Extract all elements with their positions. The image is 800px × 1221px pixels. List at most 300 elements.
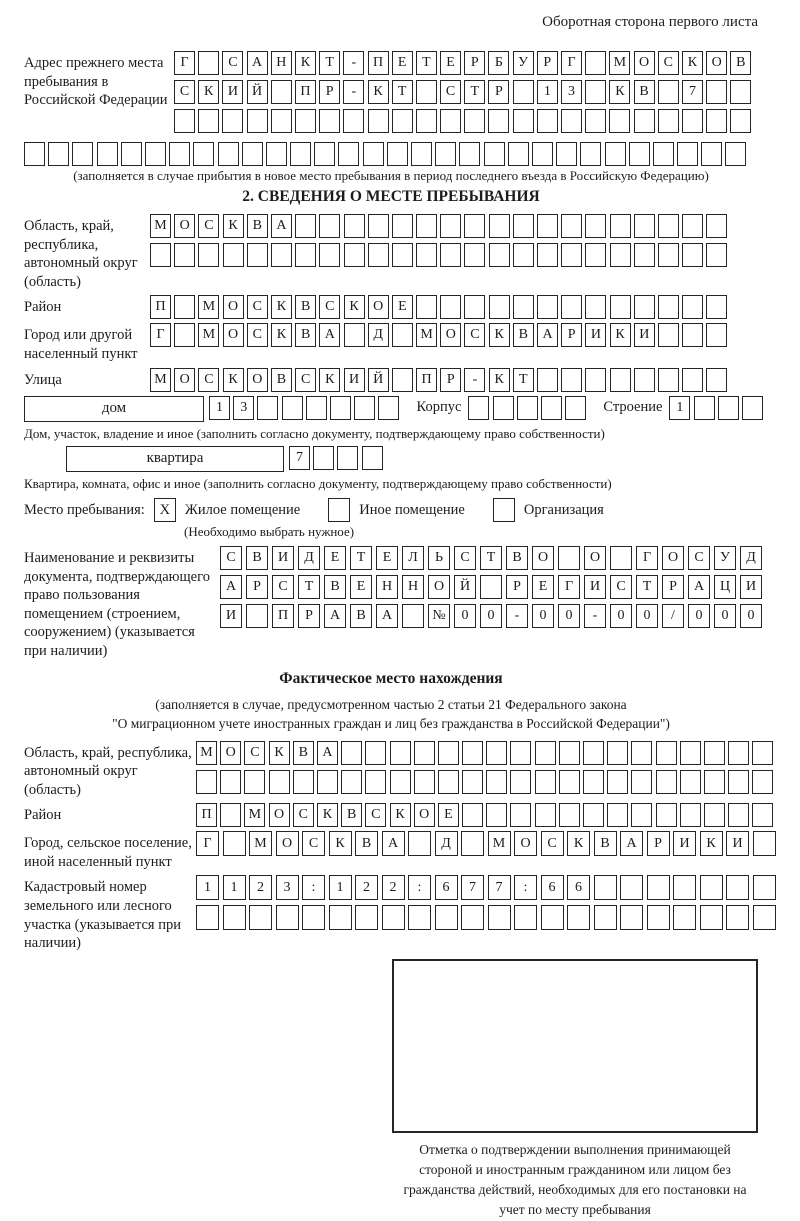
char-cell[interactable]: И <box>220 604 242 628</box>
char-cell[interactable] <box>365 770 386 794</box>
char-cell[interactable] <box>484 142 505 166</box>
char-cell[interactable]: Р <box>506 575 528 599</box>
char-cell[interactable]: С <box>302 831 325 856</box>
char-cell[interactable]: 0 <box>480 604 502 628</box>
char-cell[interactable]: Т <box>480 546 502 570</box>
char-cell[interactable]: 6 <box>541 875 564 900</box>
char-cell[interactable] <box>242 142 263 166</box>
char-cell[interactable] <box>343 109 364 133</box>
char-cell[interactable] <box>440 214 461 238</box>
char-cell[interactable]: П <box>416 368 437 392</box>
char-cell[interactable]: П <box>150 295 171 319</box>
char-cell[interactable] <box>510 741 531 765</box>
char-cell[interactable]: С <box>293 803 314 827</box>
char-cell[interactable] <box>341 770 362 794</box>
char-cell[interactable] <box>658 80 679 104</box>
char-cell[interactable]: Н <box>376 575 398 599</box>
char-cell[interactable] <box>341 741 362 765</box>
char-cell[interactable] <box>680 803 701 827</box>
char-cell[interactable]: М <box>244 803 265 827</box>
char-cell[interactable] <box>271 243 292 267</box>
char-cell[interactable] <box>620 905 643 930</box>
char-cell[interactable] <box>462 741 483 765</box>
char-cell[interactable] <box>344 214 365 238</box>
char-cell[interactable]: С <box>295 368 316 392</box>
char-cell[interactable]: 0 <box>714 604 736 628</box>
char-cell[interactable] <box>629 142 650 166</box>
char-cell[interactable]: М <box>416 323 437 347</box>
char-cell[interactable] <box>634 109 655 133</box>
char-cell[interactable] <box>725 142 746 166</box>
char-cell[interactable] <box>580 142 601 166</box>
char-cell[interactable] <box>435 142 456 166</box>
char-cell[interactable] <box>517 396 538 420</box>
char-cell[interactable]: В <box>341 803 362 827</box>
char-cell[interactable] <box>488 905 511 930</box>
char-cell[interactable]: И <box>673 831 696 856</box>
char-cell[interactable] <box>416 295 437 319</box>
char-cell[interactable]: Й <box>454 575 476 599</box>
char-cell[interactable]: К <box>329 831 352 856</box>
char-cell[interactable] <box>414 770 435 794</box>
char-cell[interactable]: М <box>150 368 171 392</box>
char-cell[interactable]: К <box>567 831 590 856</box>
char-cell[interactable]: И <box>344 368 365 392</box>
char-cell[interactable] <box>585 109 606 133</box>
char-cell[interactable]: П <box>368 51 389 75</box>
char-cell[interactable]: М <box>488 831 511 856</box>
char-cell[interactable] <box>319 109 340 133</box>
char-cell[interactable] <box>438 770 459 794</box>
char-cell[interactable]: 1 <box>196 875 219 900</box>
char-cell[interactable]: В <box>634 80 655 104</box>
char-cell[interactable]: Р <box>440 368 461 392</box>
char-cell[interactable] <box>222 109 243 133</box>
char-cell[interactable] <box>605 142 626 166</box>
checkbox-residential[interactable]: X <box>154 498 176 522</box>
char-cell[interactable] <box>319 214 340 238</box>
char-cell[interactable]: О <box>223 295 244 319</box>
char-cell[interactable]: Д <box>435 831 458 856</box>
char-cell[interactable] <box>302 905 325 930</box>
char-cell[interactable] <box>634 368 655 392</box>
char-cell[interactable]: А <box>324 604 346 628</box>
char-cell[interactable]: М <box>150 214 171 238</box>
char-cell[interactable]: П <box>295 80 316 104</box>
char-cell[interactable] <box>610 214 631 238</box>
char-cell[interactable] <box>673 875 696 900</box>
char-cell[interactable] <box>489 295 510 319</box>
char-cell[interactable] <box>585 51 606 75</box>
char-cell[interactable]: Р <box>298 604 320 628</box>
char-cell[interactable] <box>634 214 655 238</box>
char-cell[interactable]: В <box>271 368 292 392</box>
char-cell[interactable]: Т <box>392 80 413 104</box>
char-cell[interactable] <box>247 109 268 133</box>
char-cell[interactable] <box>257 396 278 420</box>
char-cell[interactable] <box>174 323 195 347</box>
char-cell[interactable] <box>193 142 214 166</box>
char-cell[interactable] <box>609 109 630 133</box>
char-cell[interactable] <box>223 243 244 267</box>
char-cell[interactable] <box>610 295 631 319</box>
char-cell[interactable]: 0 <box>610 604 632 628</box>
char-cell[interactable] <box>631 770 652 794</box>
char-cell[interactable] <box>658 323 679 347</box>
char-cell[interactable]: Е <box>392 295 413 319</box>
char-cell[interactable] <box>583 741 604 765</box>
char-cell[interactable] <box>266 142 287 166</box>
char-cell[interactable]: Д <box>368 323 389 347</box>
char-cell[interactable] <box>390 741 411 765</box>
char-cell[interactable] <box>718 396 739 420</box>
char-cell[interactable] <box>174 243 195 267</box>
char-cell[interactable]: - <box>343 80 364 104</box>
char-cell[interactable] <box>329 905 352 930</box>
char-cell[interactable]: В <box>513 323 534 347</box>
char-cell[interactable] <box>440 295 461 319</box>
char-cell[interactable]: Д <box>740 546 762 570</box>
char-cell[interactable] <box>150 243 171 267</box>
char-cell[interactable]: И <box>740 575 762 599</box>
char-cell[interactable] <box>631 741 652 765</box>
char-cell[interactable]: Р <box>647 831 670 856</box>
char-cell[interactable]: О <box>532 546 554 570</box>
char-cell[interactable] <box>493 396 514 420</box>
char-cell[interactable] <box>382 905 405 930</box>
char-cell[interactable] <box>378 396 399 420</box>
char-cell[interactable]: Р <box>662 575 684 599</box>
char-cell[interactable]: Н <box>402 575 424 599</box>
char-cell[interactable]: О <box>276 831 299 856</box>
char-cell[interactable]: К <box>368 80 389 104</box>
char-cell[interactable] <box>559 770 580 794</box>
char-cell[interactable]: А <box>537 323 558 347</box>
char-cell[interactable] <box>416 80 437 104</box>
char-cell[interactable] <box>706 243 727 267</box>
char-cell[interactable]: В <box>350 604 372 628</box>
char-cell[interactable]: № <box>428 604 450 628</box>
char-cell[interactable]: Л <box>402 546 424 570</box>
char-cell[interactable]: В <box>247 214 268 238</box>
char-cell[interactable] <box>459 142 480 166</box>
char-cell[interactable]: К <box>295 51 316 75</box>
char-cell[interactable] <box>247 243 268 267</box>
char-cell[interactable] <box>607 741 628 765</box>
checkbox-other-premises[interactable] <box>328 498 350 522</box>
char-cell[interactable]: К <box>489 323 510 347</box>
char-cell[interactable] <box>682 368 703 392</box>
char-cell[interactable]: А <box>376 604 398 628</box>
char-cell[interactable] <box>647 875 670 900</box>
char-cell[interactable] <box>585 214 606 238</box>
char-cell[interactable] <box>594 875 617 900</box>
char-cell[interactable] <box>488 109 509 133</box>
char-cell[interactable] <box>344 243 365 267</box>
char-cell[interactable]: С <box>319 295 340 319</box>
char-cell[interactable]: М <box>609 51 630 75</box>
char-cell[interactable] <box>658 368 679 392</box>
char-cell[interactable] <box>368 109 389 133</box>
char-cell[interactable] <box>402 604 424 628</box>
char-cell[interactable] <box>706 109 727 133</box>
char-cell[interactable]: 6 <box>435 875 458 900</box>
char-cell[interactable] <box>48 142 69 166</box>
char-cell[interactable] <box>541 396 562 420</box>
char-cell[interactable]: О <box>220 741 241 765</box>
char-cell[interactable] <box>585 80 606 104</box>
char-cell[interactable] <box>694 396 715 420</box>
char-cell[interactable]: А <box>220 575 242 599</box>
char-cell[interactable] <box>355 905 378 930</box>
char-cell[interactable] <box>97 142 118 166</box>
char-cell[interactable] <box>682 109 703 133</box>
char-cell[interactable] <box>510 770 531 794</box>
char-cell[interactable] <box>558 546 580 570</box>
char-cell[interactable]: К <box>609 80 630 104</box>
char-cell[interactable] <box>461 831 484 856</box>
char-cell[interactable] <box>464 243 485 267</box>
char-cell[interactable] <box>682 295 703 319</box>
char-cell[interactable]: И <box>726 831 749 856</box>
char-cell[interactable]: 7 <box>682 80 703 104</box>
char-cell[interactable]: Н <box>271 51 292 75</box>
char-cell[interactable] <box>610 368 631 392</box>
char-cell[interactable] <box>700 905 723 930</box>
char-cell[interactable] <box>271 109 292 133</box>
char-cell[interactable] <box>354 396 375 420</box>
char-cell[interactable]: К <box>198 80 219 104</box>
char-cell[interactable]: С <box>464 323 485 347</box>
char-cell[interactable] <box>246 604 268 628</box>
char-cell[interactable] <box>658 214 679 238</box>
char-cell[interactable] <box>706 214 727 238</box>
char-cell[interactable]: К <box>610 323 631 347</box>
char-cell[interactable] <box>647 905 670 930</box>
char-cell[interactable] <box>489 243 510 267</box>
char-cell[interactable] <box>658 109 679 133</box>
char-cell[interactable]: 3 <box>276 875 299 900</box>
char-cell[interactable] <box>535 741 556 765</box>
char-cell[interactable] <box>561 214 582 238</box>
char-cell[interactable] <box>513 243 534 267</box>
char-cell[interactable]: С <box>174 80 195 104</box>
char-cell[interactable]: А <box>620 831 643 856</box>
char-cell[interactable]: О <box>584 546 606 570</box>
char-cell[interactable] <box>145 142 166 166</box>
char-cell[interactable]: Г <box>636 546 658 570</box>
char-cell[interactable] <box>411 142 432 166</box>
char-cell[interactable]: С <box>272 575 294 599</box>
char-cell[interactable] <box>362 446 383 470</box>
char-cell[interactable] <box>537 295 558 319</box>
char-cell[interactable]: М <box>249 831 272 856</box>
char-cell[interactable] <box>513 214 534 238</box>
char-cell[interactable] <box>561 109 582 133</box>
char-cell[interactable]: У <box>714 546 736 570</box>
char-cell[interactable]: 0 <box>532 604 554 628</box>
char-cell[interactable]: О <box>634 51 655 75</box>
char-cell[interactable] <box>514 905 537 930</box>
char-cell[interactable] <box>468 396 489 420</box>
char-cell[interactable]: К <box>344 295 365 319</box>
char-cell[interactable] <box>392 368 413 392</box>
char-cell[interactable] <box>537 109 558 133</box>
char-cell[interactable] <box>486 803 507 827</box>
char-cell[interactable]: У <box>513 51 534 75</box>
char-cell[interactable] <box>223 831 246 856</box>
checkbox-organization[interactable] <box>493 498 515 522</box>
char-cell[interactable] <box>677 142 698 166</box>
char-cell[interactable] <box>585 368 606 392</box>
char-cell[interactable] <box>462 803 483 827</box>
char-cell[interactable] <box>561 243 582 267</box>
char-cell[interactable] <box>583 803 604 827</box>
char-cell[interactable] <box>706 295 727 319</box>
char-cell[interactable]: Ь <box>428 546 450 570</box>
char-cell[interactable]: 0 <box>558 604 580 628</box>
char-cell[interactable] <box>196 770 217 794</box>
char-cell[interactable]: С <box>610 575 632 599</box>
char-cell[interactable]: 3 <box>233 396 254 420</box>
char-cell[interactable]: К <box>223 214 244 238</box>
char-cell[interactable] <box>607 770 628 794</box>
char-cell[interactable]: В <box>506 546 528 570</box>
char-cell[interactable] <box>704 803 725 827</box>
char-cell[interactable] <box>271 80 292 104</box>
char-cell[interactable]: Р <box>319 80 340 104</box>
char-cell[interactable]: М <box>198 323 219 347</box>
char-cell[interactable] <box>682 214 703 238</box>
char-cell[interactable] <box>218 142 239 166</box>
char-cell[interactable]: К <box>390 803 411 827</box>
char-cell[interactable]: Д <box>298 546 320 570</box>
char-cell[interactable] <box>319 243 340 267</box>
char-cell[interactable] <box>752 770 773 794</box>
char-cell[interactable] <box>704 741 725 765</box>
char-cell[interactable]: О <box>174 214 195 238</box>
char-cell[interactable] <box>295 109 316 133</box>
char-cell[interactable]: К <box>269 741 290 765</box>
char-cell[interactable]: О <box>174 368 195 392</box>
char-cell[interactable] <box>330 396 351 420</box>
char-cell[interactable] <box>24 142 45 166</box>
char-cell[interactable] <box>726 905 749 930</box>
char-cell[interactable] <box>368 214 389 238</box>
char-cell[interactable] <box>658 295 679 319</box>
char-cell[interactable] <box>295 243 316 267</box>
char-cell[interactable] <box>392 214 413 238</box>
char-cell[interactable]: К <box>317 803 338 827</box>
char-cell[interactable] <box>559 803 580 827</box>
char-cell[interactable] <box>752 741 773 765</box>
char-cell[interactable]: Р <box>488 80 509 104</box>
char-cell[interactable] <box>416 214 437 238</box>
char-cell[interactable] <box>673 905 696 930</box>
char-cell[interactable]: О <box>247 368 268 392</box>
char-cell[interactable] <box>682 243 703 267</box>
char-cell[interactable] <box>682 323 703 347</box>
char-cell[interactable] <box>565 396 586 420</box>
char-cell[interactable] <box>198 243 219 267</box>
char-cell[interactable] <box>464 109 485 133</box>
char-cell[interactable] <box>220 770 241 794</box>
char-cell[interactable]: С <box>440 80 461 104</box>
char-cell[interactable] <box>313 446 334 470</box>
char-cell[interactable]: Г <box>174 51 195 75</box>
char-cell[interactable]: - <box>343 51 364 75</box>
char-cell[interactable]: Г <box>196 831 219 856</box>
char-cell[interactable]: Т <box>350 546 372 570</box>
char-cell[interactable]: О <box>368 295 389 319</box>
char-cell[interactable] <box>513 295 534 319</box>
char-cell[interactable]: 0 <box>688 604 710 628</box>
char-cell[interactable]: В <box>324 575 346 599</box>
char-cell[interactable] <box>438 741 459 765</box>
char-cell[interactable] <box>753 831 776 856</box>
char-cell[interactable]: П <box>272 604 294 628</box>
char-cell[interactable] <box>392 323 413 347</box>
char-cell[interactable]: 0 <box>740 604 762 628</box>
char-cell[interactable]: А <box>247 51 268 75</box>
char-cell[interactable] <box>416 243 437 267</box>
char-cell[interactable] <box>464 214 485 238</box>
char-cell[interactable] <box>489 214 510 238</box>
char-cell[interactable]: С <box>365 803 386 827</box>
char-cell[interactable] <box>363 142 384 166</box>
char-cell[interactable] <box>607 803 628 827</box>
char-cell[interactable]: К <box>682 51 703 75</box>
char-cell[interactable]: 6 <box>567 875 590 900</box>
char-cell[interactable]: В <box>594 831 617 856</box>
char-cell[interactable] <box>464 295 485 319</box>
char-cell[interactable]: Е <box>532 575 554 599</box>
char-cell[interactable] <box>706 80 727 104</box>
char-cell[interactable] <box>174 109 195 133</box>
char-cell[interactable] <box>752 803 773 827</box>
char-cell[interactable]: О <box>428 575 450 599</box>
char-cell[interactable] <box>594 905 617 930</box>
char-cell[interactable] <box>220 803 241 827</box>
char-cell[interactable]: Е <box>440 51 461 75</box>
char-cell[interactable]: К <box>700 831 723 856</box>
char-cell[interactable]: А <box>319 323 340 347</box>
char-cell[interactable] <box>390 770 411 794</box>
char-cell[interactable] <box>306 396 327 420</box>
char-cell[interactable]: О <box>706 51 727 75</box>
char-cell[interactable] <box>338 142 359 166</box>
char-cell[interactable]: В <box>295 295 316 319</box>
char-cell[interactable]: Р <box>561 323 582 347</box>
char-cell[interactable] <box>480 575 502 599</box>
char-cell[interactable]: С <box>247 295 268 319</box>
char-cell[interactable]: - <box>506 604 528 628</box>
char-cell[interactable] <box>620 875 643 900</box>
char-cell[interactable]: 7 <box>289 446 310 470</box>
char-cell[interactable]: К <box>271 295 292 319</box>
char-cell[interactable]: А <box>688 575 710 599</box>
char-cell[interactable] <box>408 905 431 930</box>
char-cell[interactable] <box>535 770 556 794</box>
char-cell[interactable]: Е <box>324 546 346 570</box>
char-cell[interactable] <box>556 142 577 166</box>
char-cell[interactable]: О <box>514 831 537 856</box>
char-cell[interactable]: Г <box>558 575 580 599</box>
char-cell[interactable] <box>290 142 311 166</box>
char-cell[interactable] <box>486 741 507 765</box>
char-cell[interactable] <box>293 770 314 794</box>
char-cell[interactable] <box>513 80 534 104</box>
